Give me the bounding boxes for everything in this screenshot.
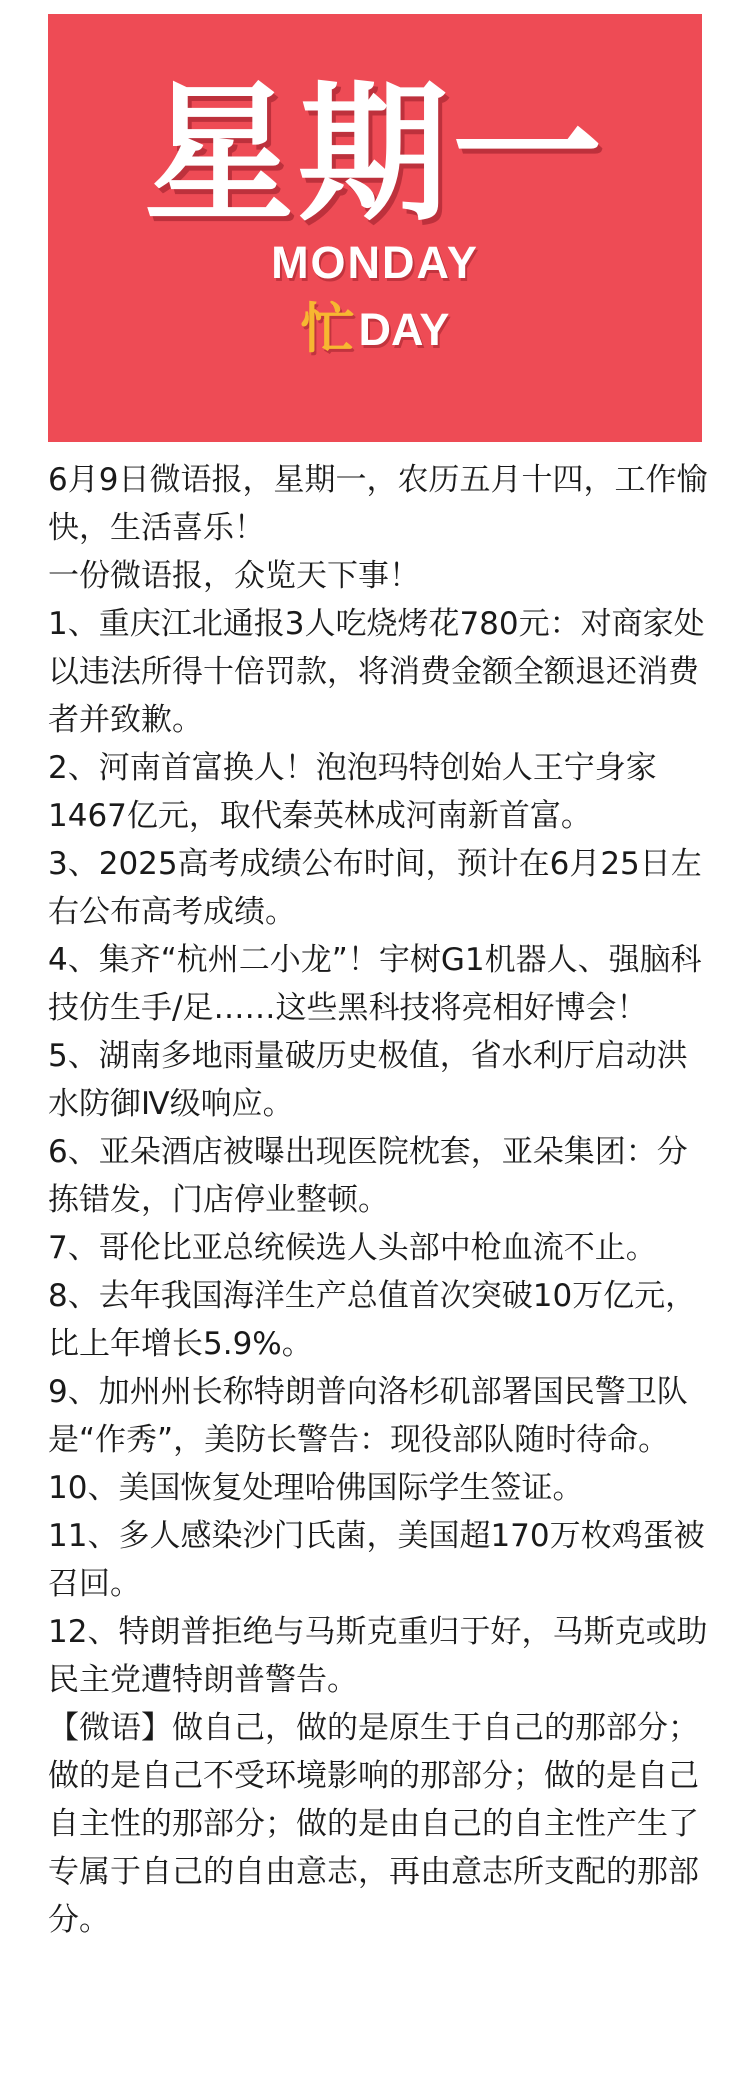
news-item: 2、河南首富换人！泡泡玛特创始人王宁身家1467亿元，取代秦英林成河南新首富。 <box>48 750 657 834</box>
news-content <box>48 456 708 1944</box>
news-item: 4、集齐“杭州二小龙”！宇树G1机器人、强脑科技仿生手/足……这些黑科技将亮相好博会！ <box>48 942 702 1026</box>
news-item: 3、2025高考成绩公布时间，预计在6月25日左右公布高考成绩。 <box>48 846 702 930</box>
news-item: 9、加州州长称特朗普向洛杉矶部署国民警卫队是“作秀”，美防长警告：现役部队随时待命。 <box>48 1374 688 1458</box>
intro-tagline: 一份微语报，众览天下事！ <box>48 558 420 594</box>
daily-quote: 【微语】做自己，做的是原生于自己的那部分；做的是自己不受环境影响的那部分；做的是自己自主性的那部分；做的是由自己的自主性产生了专属于自己的自由意志，再由意志所支配的那部分。 <box>48 1710 699 1938</box>
news-item: 11、多人感染沙门氏菌，美国超170万枚鸡蛋被召回。 <box>48 1518 705 1602</box>
banner-subtitle: MONDAY <box>271 237 479 288</box>
banner-busy-char: 忙 <box>300 297 355 360</box>
news-item: 10、美国恢复处理哈佛国际学生签证。 <box>48 1470 584 1506</box>
news-item: 7、哥伦比亚总统候选人头部中枪血流不止。 <box>48 1230 657 1266</box>
news-item: 6、亚朵酒店被曝出现医院枕套，亚朵集团：分拣错发，门店停业整顿。 <box>48 1134 688 1218</box>
news-item: 1、重庆江北通报3人吃烧烤花780元：对商家处以违法所得十倍罚款，将消费金额全额退还消费者并致歉。 <box>48 606 705 738</box>
news-item: 12、特朗普拒绝与马斯克重归于好，马斯克或助民主党遭特朗普警告。 <box>48 1614 708 1698</box>
intro-date-line: 6月9日微语报，星期一，农历五月十四，工作愉快，生活喜乐！ <box>48 462 708 546</box>
banner-title: 星期一 <box>143 68 606 242</box>
news-item: 5、湖南多地雨量破历史极值，省水利厅启动洪水防御Ⅳ级响应。 <box>48 1038 688 1122</box>
banner-busy-word: DAY <box>358 304 450 355</box>
banner-busy-day <box>48 297 702 360</box>
news-item: 8、去年我国海洋生产总值首次突破10万亿元，比上年增长5.9%。 <box>48 1278 697 1362</box>
monday-banner <box>48 14 702 442</box>
